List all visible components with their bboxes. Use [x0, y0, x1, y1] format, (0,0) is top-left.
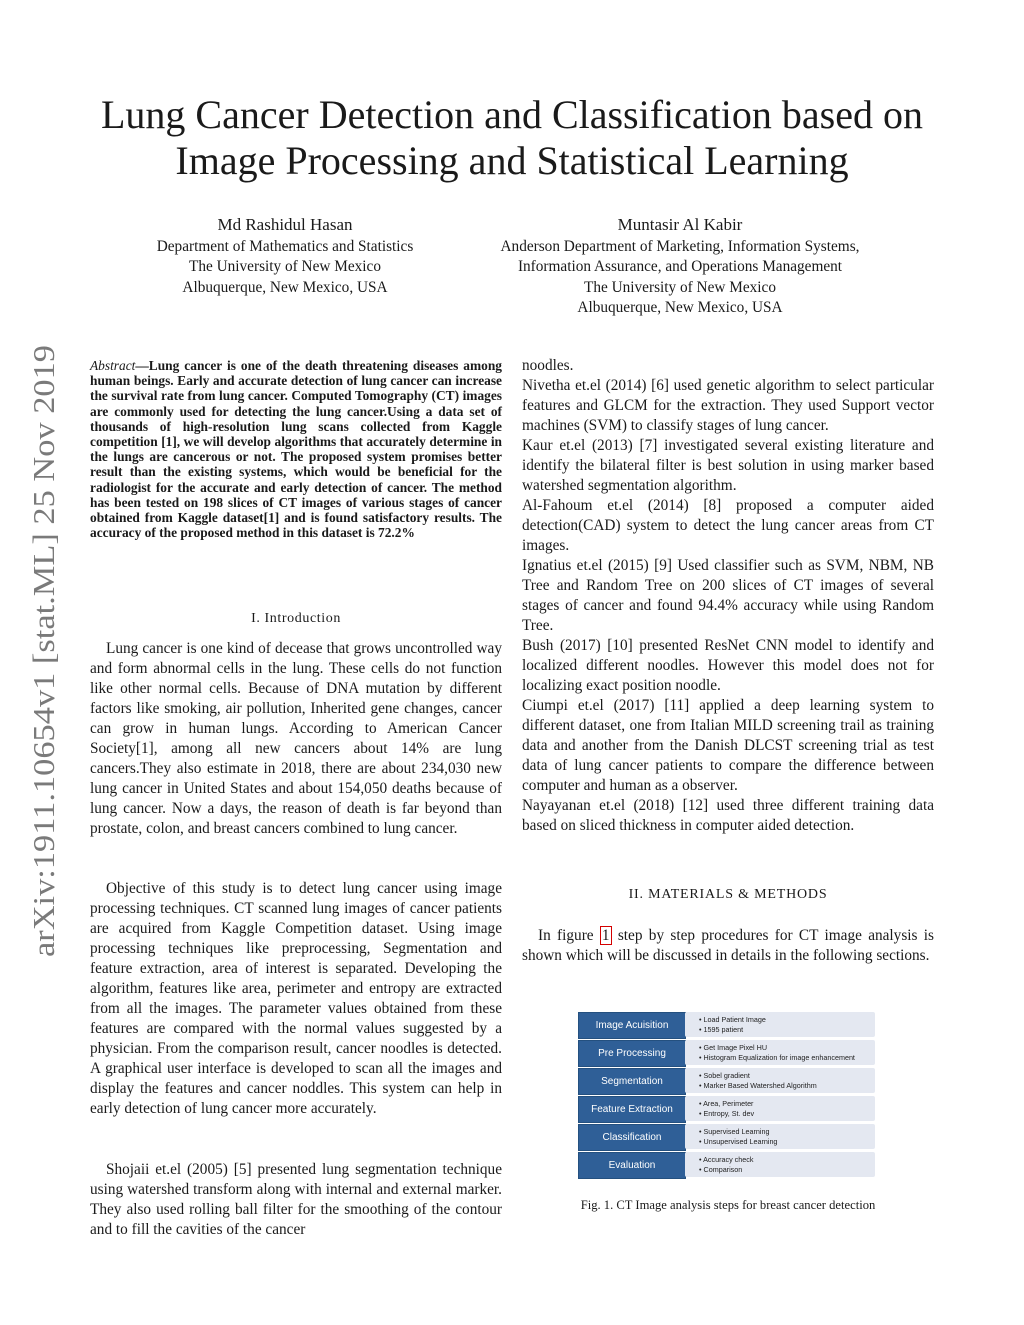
related-work-paragraph: Nivetha et.el (2014) [6] used genetic algorithm to select particular features and GLCM for the extraction. They used Support vector machines (SVM) to classify stages of lung cancer.	[522, 377, 934, 434]
section-heading-introduction: I. Introduction	[251, 611, 341, 626]
step-classification: Classification	[578, 1124, 686, 1151]
figure-reference-link[interactable]: 1	[601, 927, 610, 944]
arxiv-stamp-svg	[14, 340, 66, 960]
related-work-paragraph: Ignatius et.el (2015) [9] Used classifier such as SVM, NBM, NB Tree and Random Tree on 200 slices of CT images of several stages of cancer and found 94.4% accuracy while using Random Tree.	[522, 557, 934, 634]
author-affiliation-line: The University of New Mexico	[188, 258, 381, 276]
objective-paragraph	[90, 879, 502, 1119]
step-bullet: • Comparison	[699, 1165, 875, 1175]
step-image-acquisition: Image Acuisition	[578, 1012, 686, 1039]
related-work-paragraph: Al-Fahoum et.el (2014) [8] proposed a computer aided detection(CAD) system to detect the lung cancer areas from CT images.	[522, 497, 934, 554]
methods-intro	[522, 926, 934, 966]
author-name: Muntasir Al Kabir	[617, 215, 743, 234]
related-work-paragraph: Ciumpi et.el (2017) [11] applied a deep learning system to different dataset, one from Italian MILD screening trail as training data and another from the Danish DLCST screening trial as test data of lung cancer patients to compare the difference between computer and human as a observer.	[522, 697, 934, 794]
author-affiliation-line: Anderson Department of Marketing, Information Systems,	[500, 238, 860, 255]
step-desc-classification	[685, 1124, 875, 1149]
step-bullet: • Marker Based Watershed Algorithm	[699, 1081, 875, 1091]
step-bullet: • Unsupervised Learning	[699, 1137, 875, 1147]
paper-title	[70, 92, 954, 184]
methods-intro-after: step by step procedures for CT image analysis is shown which will be discussed in details in the following sections.	[522, 927, 934, 964]
step-bullet: • Entropy, St. dev	[699, 1109, 875, 1119]
author-affiliation-line: Albuquerque, New Mexico, USA	[577, 298, 783, 316]
author-affiliation-line: Department of Mathematics and Statistics	[156, 238, 414, 255]
step-bullet: • Get Image Pixel HU	[699, 1043, 875, 1053]
step-bullet: • 1595 patient	[699, 1025, 875, 1035]
related-work-paragraph: noodles.	[522, 357, 574, 374]
figure-1-caption: Fig. 1. CT Image analysis steps for breast cancer detection	[580, 1198, 876, 1212]
step-desc-feature-extraction	[685, 1096, 875, 1121]
intro-paragraph	[90, 639, 502, 839]
step-desc-pre-processing	[685, 1040, 875, 1065]
step-bullet: • Load Patient Image	[699, 1015, 875, 1025]
title-line-2: Image Processing and Statistical Learning	[175, 138, 849, 183]
step-bullet: • Area, Perimeter	[699, 1099, 875, 1109]
step-segmentation: Segmentation	[578, 1068, 686, 1095]
shojaii-paragraph-text: Shojaii et.el (2005) [5] presented lung segmentation technique using watershed transform along with internal and external marker. They also used rolling ball filter for the smoothing of the contour and to fill the cavities of the cancer	[90, 1161, 502, 1238]
author-affiliation-line: The University of New Mexico	[583, 278, 776, 296]
figure-1-flowchart	[578, 1010, 878, 1180]
step-bullet: • Accuracy check	[699, 1155, 875, 1165]
step-bullet: • Histogram Equalization for image enhancement	[699, 1053, 875, 1063]
author-block-2	[450, 214, 910, 318]
methods-intro-text	[522, 926, 934, 966]
objective-paragraph-text: Objective of this study is to detect lung cancer using image processing techniques. CT scanned lung images of cancer patients are acquired from Kaggle Competition dataset. Using image processing techniques like preprocessing, Segmentation and feature extraction, area of interest is separated. Developing the algorithm, features like area, perimeter and entropy are extracted from all the images. The parameter values obtained from these features are compared with the normal values suggested by a physician. From the comparison result, cancer noodles is detected. A graphical user interface is developed to scan all the images and display the features and cancer noddles. This system can help in early detection of lung cancer more accurately.	[90, 880, 502, 1117]
step-evaluation: Evaluation	[578, 1152, 686, 1179]
step-bullet: • Sobel gradient	[699, 1071, 875, 1081]
step-bullet: • Supervised Learning	[699, 1127, 875, 1137]
arxiv-stamp-text: arXiv:1911.10654v1 [stat.ML] 25 Nov 2019	[26, 405, 61, 957]
step-feature-extraction: Feature Extraction	[578, 1096, 686, 1123]
methods-intro-before: In figure	[538, 927, 600, 944]
author-affiliation-line: Information Assurance, and Operations Management	[517, 258, 843, 276]
title-line-1: Lung Cancer Detection and Classification based on	[101, 92, 923, 137]
related-work-paragraph: Kaur et.el (2013) [7] investigated several existing literature and identify the bilateral filter is best solution in using marker based watershed segmentation algorithm.	[522, 437, 934, 494]
section-heading-methods: II. MATERIALS & METHODS	[628, 887, 828, 902]
step-desc-image-acquisition	[685, 1012, 875, 1037]
author-block-1	[120, 214, 450, 298]
related-work-paragraph: Nayayanan et.el (2018) [12] used three different training data based on sliced thickness in computer aided detection.	[522, 797, 934, 834]
step-pre-processing: Pre Processing	[578, 1040, 686, 1067]
abstract	[90, 358, 502, 540]
shojaii-paragraph	[90, 1160, 502, 1240]
arxiv-side-stamp	[14, 340, 66, 960]
author-name: Md Rashidul Hasan	[217, 215, 353, 234]
abstract-text: —Lung cancer is one of the death threatening diseases among human beings. Early and accurate detection of lung cancer can increase the survival rate from lung cancer. Computed Tomography (CT) images are commonly used for detecting the lung cancer.Using a data set of thousands of high-resolution lung scans collected from Kaggle competition [1], we will develop algorithms that accurately determine in the lungs are cancerous or not. The proposed system promises better result than the existing systems, which would be beneficial for the radiologist for the accurate and early detection of cancer. The method has been tested on 198 slices of CT images of various stages of cancer obtained from Kaggle dataset[1] and is found satisfactory results. The accuracy of the proposed method in this dataset is 72.2%	[90, 358, 502, 541]
intro-paragraph-text: Lung cancer is one kind of decease that grows uncontrolled way and form abnormal cells in the lung. These cells do not function like other normal cells. Because of DNA mutation by different factors like smoking, air pollution, Inherited gene changes, cancer can grow in human lungs. According to American Cancer Society[1], among all new cancers about 14% are lung cancers.They also estimate in 2018, there are about 234,030 new lung cancer in United States and about 154,050 deaths because of lung cancer. Now a days, the reason of death is far beyond than prostate, colon, and breast cancers combined to lung cancer.	[90, 640, 502, 837]
related-work-paragraph: Bush (2017) [10] presented ResNet CNN model to identify and localized different noodles. However this model does not for localizing exact position noodle.	[522, 637, 934, 694]
abstract-label: Abstract	[90, 358, 136, 373]
step-desc-evaluation	[685, 1152, 875, 1177]
author-affiliation-line: Albuquerque, New Mexico, USA	[182, 278, 388, 296]
step-desc-segmentation	[685, 1068, 875, 1093]
related-work	[522, 356, 934, 836]
